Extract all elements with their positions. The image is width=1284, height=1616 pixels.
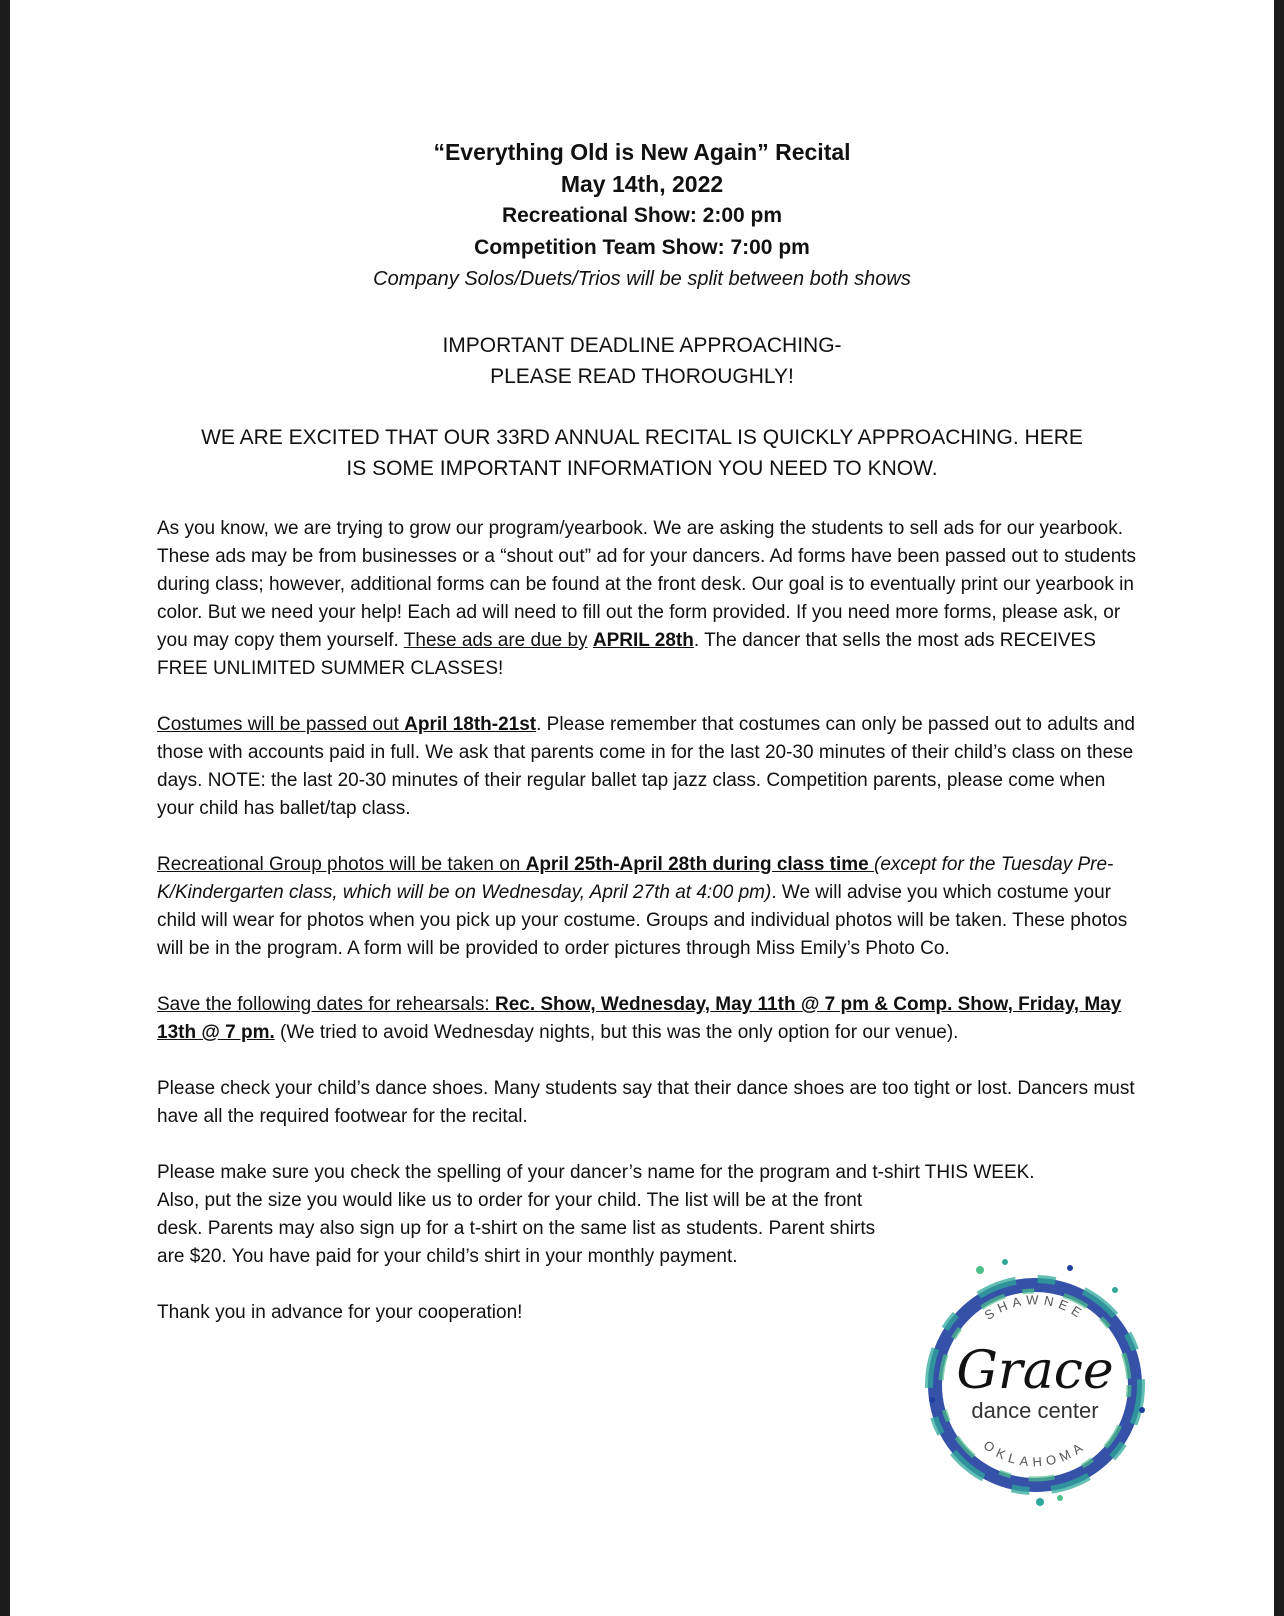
document-page	[10, 0, 1274, 1616]
photos-dates: April 25th-April 28th during class time	[525, 854, 875, 875]
rehearsals-text: (We tried to avoid Wednesday nights, but this was the only option for our venue).	[274, 1022, 959, 1043]
ads-due-date: APRIL 28th	[592, 630, 694, 651]
ads-due-label: These ads are due by	[403, 630, 588, 651]
splatter-dot	[1112, 1287, 1118, 1293]
logo-bottom-text: OKLAHOMA	[980, 1437, 1090, 1470]
tshirt-line-1: Please make sure you check the spelling of your dancer’s name for the program and t-shirt THIS WEEK.	[157, 1162, 1035, 1183]
rehearsals-paragraph	[157, 991, 1137, 1047]
yearbook-tail: . The dancer that sells the most ads RECEIVES FREE UNLIMITED SUMMER CLASSES!	[157, 630, 1096, 679]
logo-script-text: Grace	[956, 1341, 1114, 1401]
splatter-dot	[1067, 1265, 1073, 1271]
recital-header	[10, 136, 1274, 294]
letter-body	[157, 515, 1137, 1355]
costumes-dates: April 18th-21st	[404, 714, 537, 735]
excited-line-1: WE ARE EXCITED THAT OUR 33RD ANNUAL RECITAL IS QUICKLY APPROACHING. HERE	[201, 426, 1083, 449]
deadline-line-2: PLEASE READ THOROUGHLY!	[490, 365, 794, 388]
tshirt-rest: Also, put the size you would like us to order for your child. The list will be at the front desk. Parents may also sign up for a t-shirt on the same list as students. Parent shirts are $20. You have paid for your child’s shirt in your monthly payment.	[157, 1190, 876, 1267]
logo-sub-text: dance center	[971, 1398, 1099, 1423]
rehearsals-lead: Save the following dates for rehearsals:	[157, 994, 495, 1015]
thank-you-paragraph: Thank you in advance for your cooperation!	[157, 1302, 523, 1323]
logo-graphic	[910, 1250, 1160, 1520]
photos-text: . We will advise you which costume your child will wear for photos when you pick up your costume. Groups and individual photos will be taken. These photos will be in the program. A form will be provided to order pictures through Miss Emily’s Photo Co.	[157, 882, 1128, 959]
splatter-dot	[976, 1266, 984, 1274]
deadline-notice	[10, 330, 1274, 392]
excited-announcement	[160, 422, 1124, 484]
costumes-lead: Costumes will be passed out	[157, 714, 405, 735]
photos-exception: (except for the Tuesday Pre-K/Kindergarten class, which will be on Wednesday, April 27th at 4:00 pm)	[157, 854, 1114, 903]
splatter-dot	[1139, 1407, 1145, 1413]
photos-lead: Recreational Group photos will be taken on	[157, 854, 526, 875]
costumes-text: . Please remember that costumes can only be passed out to adults and those with accounts paid in full. We ask that parents come in for the last 20-30 minutes of their child’s class on these days. NOTE: the last 20-30 minutes of their regular ballet tap jazz class. Competition parents, please come when your child has ballet/tap class.	[157, 714, 1135, 819]
recital-date: May 14th, 2022	[560, 171, 724, 197]
costumes-paragraph	[157, 711, 1137, 823]
excited-line-2: IS SOME IMPORTANT INFORMATION YOU NEED TO KNOW.	[346, 457, 938, 480]
yearbook-text: As you know, we are trying to grow our program/yearbook. We are asking the students to sell ads for our yearbook. These ads may be from businesses or a “shout out” ad for your dancers. Ad forms have been passed out to students during class; however, additional forms can be found at the front desk. Our goal is to eventually print our yearbook in color. But we need your help! Each ad will need to fill out the form provided. If you need more forms, please ask, or you may copy them yourself.	[157, 518, 1137, 651]
logo-top-text: SHAWNEE	[981, 1292, 1089, 1323]
splatter-dot	[1057, 1495, 1063, 1501]
photos-paragraph	[157, 851, 1137, 963]
recreational-show-time: Recreational Show: 2:00 pm	[501, 204, 783, 227]
recital-title: “Everything Old is New Again” Recital	[433, 139, 851, 165]
splatter-dot	[929, 1397, 935, 1403]
splatter-dot	[1002, 1259, 1008, 1265]
deadline-line-1: IMPORTANT DEADLINE APPROACHING-	[442, 334, 842, 357]
shoes-paragraph: Please check your child’s dance shoes. Many students say that their dance shoes are too tight or lost. Dancers must have all the required footwear for the recital.	[157, 1078, 1135, 1127]
grace-dance-center-logo	[910, 1250, 1160, 1520]
rehearsals-dates: Rec. Show, Wednesday, May 11th @ 7 pm & Comp. Show, Friday, May 13th @ 7 pm.	[157, 994, 1122, 1043]
splatter-dot	[1036, 1498, 1044, 1506]
company-note: Company Solos/Duets/Trios will be split between both shows	[373, 268, 911, 290]
yearbook-paragraph	[157, 515, 1137, 683]
competition-show-time: Competition Team Show: 7:00 pm	[474, 236, 810, 259]
